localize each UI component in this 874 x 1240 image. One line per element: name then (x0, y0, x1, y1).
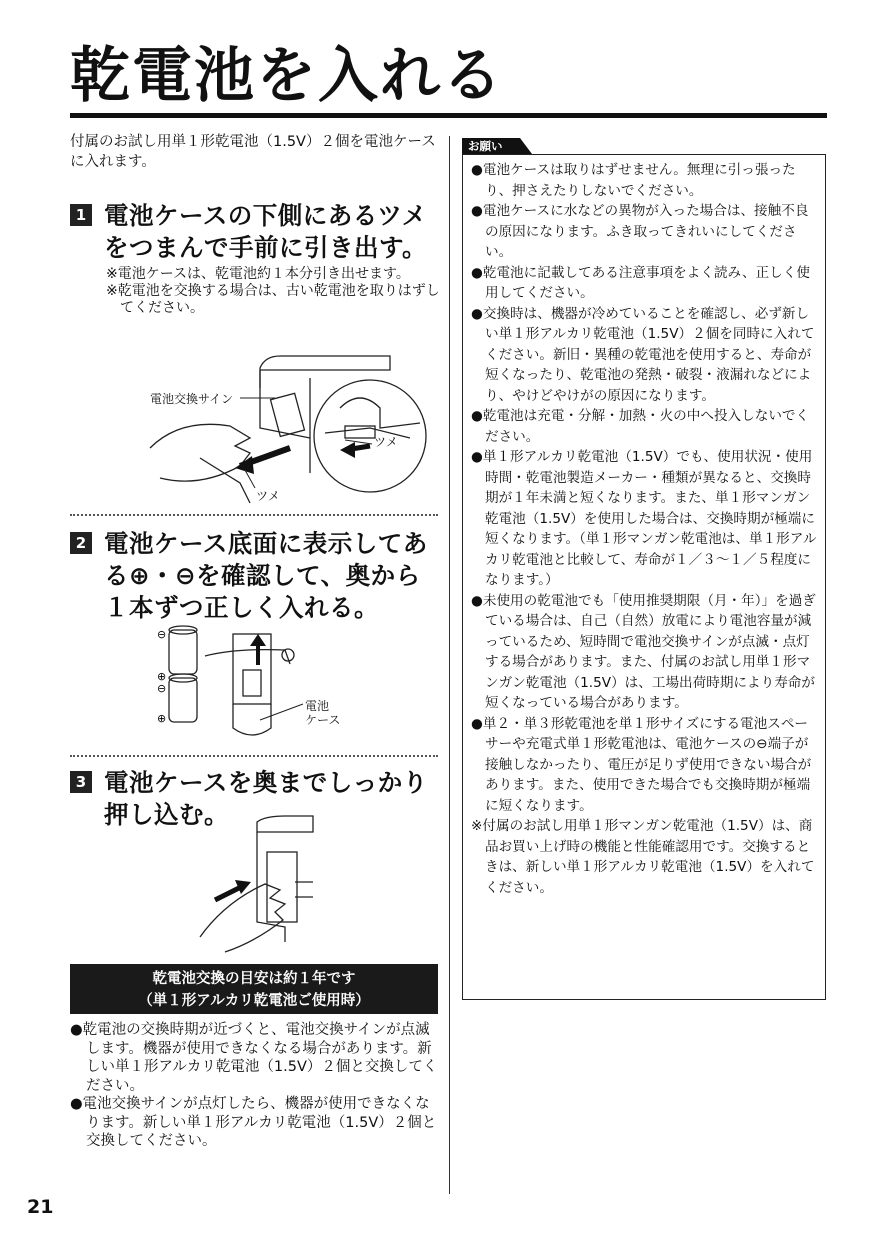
step-3-title: 電池ケースを奥までしっかり押し込む。 (104, 768, 428, 829)
notice-tab-label: お願い (468, 139, 503, 153)
banner-line-2: （単１形アルカリ乾電池ご使用時） (138, 993, 370, 1009)
step-3-number: 3 (70, 771, 92, 793)
bottom-bullet-2: ●電池交換サインが点灯したら、機器が使用できなくなります。新しい単１形アルカリ乾電池（1.5V）２個と交換してください。 (70, 1096, 437, 1149)
banner-line-1: 乾電池交換の目安は約１年です (152, 971, 356, 987)
bottom-bullets (70, 1021, 438, 1151)
step-1-note-1: ※電池ケースは、乾電池約１本分引き出せます。 (106, 266, 410, 282)
svg-text:⊕: ⊕ (157, 712, 167, 725)
intro-text: 付属のお試し用単１形乾電池（1.5V）２個を電池ケースに入れます。 (70, 134, 436, 170)
tab-label-zoom: ツメ (374, 435, 398, 449)
svg-text:⊖: ⊖ (157, 682, 167, 695)
bottom-bullet-1: ●乾電池の交換時期が近づくと、電池交換サインが点滅します。機器が使用できなくなる場合があります。新しい単１形アルカリ乾電池（1.5V）２個と交換してください。 (70, 1022, 438, 1094)
sign-label: 電池交換サイン (150, 392, 234, 406)
tab-label-hand: ツメ (256, 489, 280, 503)
step-2-title: 電池ケース底面に表示してある⊕・⊖を確認して、奥から１本ずつ正しく入れる。 (104, 529, 428, 622)
step-divider-1 (70, 514, 438, 516)
step-1-number: 1 (70, 204, 92, 226)
replacement-banner (70, 964, 438, 1014)
step-2-number: 2 (70, 532, 92, 554)
case-label-line-1: 電池 (305, 699, 330, 713)
title-rule (70, 113, 827, 118)
step-1-illustration (140, 348, 440, 508)
notice-item-7: ●未使用の乾電池でも「使用推奨期限（月・年）」を過ぎている場合は、自己（自然）放電により電池容量が減っているため、短時間で電池交換サインが点滅・点灯する場合があります。また、付属のお試し用単１形マンガン乾電池（1.5V）は、工場出荷時期により寿命が短くなっている場合があります。 (471, 592, 816, 711)
notice-item-5: ●乾電池は充電・分解・加熱・火の中へ投入しないでください。 (471, 408, 810, 445)
notice-item-6: ●単１形アルカリ乾電池（1.5V）でも、使用状況・使用時間・乾電池製造メーカー・種類が異なると、交換時期が１年未満と短くなります。また、単１形マンガン乾電池（1.5V）を使用した場合は、交換時期が極端に短くなります。（単１形マンガン乾電池は、単１形アルカリ乾電池と比較して、寿命が１／３～１／５程度になります。） (471, 449, 817, 588)
step-2 (70, 528, 440, 624)
step-1 (70, 200, 440, 317)
page-title: 乾電池を入れる (70, 41, 504, 111)
step-divider-2 (70, 755, 438, 757)
page-number: 21 (27, 1196, 54, 1218)
svg-text:⊕: ⊕ (157, 670, 167, 683)
notice-item-1: ●電池ケースは取りはずせません。無理に引っ張ったり、押さえたりしないでください。 (471, 162, 796, 199)
column-divider (449, 136, 450, 1194)
notice-item-8: ●単２・単３形乾電池を単１形サイズにする電池スペーサーや充電式単１形乾電池は、電池ケースの⊖端子が接触しなかったり、電圧が足りず使用できない場合があります。また、使用できた場合でも交換時期が極端に短くなります。 (471, 715, 812, 814)
case-label-line-2: ケース (305, 713, 341, 727)
step-3-illustration (195, 812, 315, 957)
case-label (305, 699, 340, 727)
notice-item-2: ●電池ケースに水などの異物が入った場合は、接触不良の原因になります。ふき取ってきれいにしてください。 (471, 203, 809, 260)
notice-box (462, 154, 826, 1000)
step-1-note-2: ※乾電池を交換する場合は、古い乾電池を取りはずしてください。 (106, 283, 440, 316)
svg-text:⊖: ⊖ (157, 628, 167, 641)
step-2-illustration (155, 620, 355, 750)
notice-item-9: ※付属のお試し用単１形マンガン乾電池（1.5V）は、商品お買い上げ時の機能と性能確認用です。交換するときは、新しい単１形アルカリ乾電池（1.5V）を入れてください。 (471, 818, 815, 896)
step-1-title: 電池ケースの下側にあるツメをつまんで手前に引き出す。 (104, 201, 428, 262)
notice-item-3: ●乾電池に記載してある注意事項をよく読み、正しく使用してください。 (471, 264, 810, 301)
notice-item-4: ●交換時は、機器が冷めていることを確認し、必ず新しい単１形アルカリ乾電池（1.5V）２個を同時に入れてください。新旧・異種の乾電池を使用すると、寿命が短くなったり、乾電池の発熱・破裂・液漏れなどにより、やけどやけがの原因になります。 (471, 305, 815, 404)
